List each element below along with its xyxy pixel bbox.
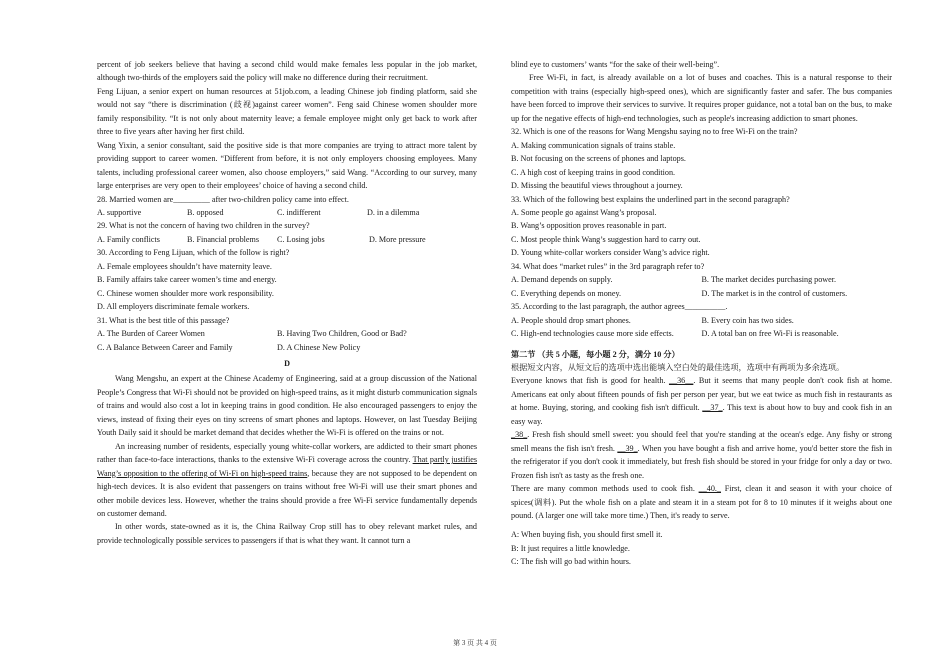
option: C. High-end technologies cause more side effects. (511, 329, 674, 339)
question-34-options-row1 (511, 273, 892, 286)
question-35-options-row2 (511, 327, 892, 340)
section-2-title: 第二节 （共 5 小题，每小题 2 分，满分 10 分） (511, 349, 680, 359)
section-d-title: D (284, 358, 290, 368)
passage-c-para-1: percent of job seekers believe that having a second child would make females less popular in the job market, although two-thirds of the employers said the policy will make no difference during their recruitment. (97, 60, 477, 83)
option: B. Having Two Children, Good or Bad? (277, 329, 407, 339)
option: C. Chinese women shoulder more work responsibility. (97, 288, 274, 298)
question-34: 34. What does “market rules” in the 3rd paragraph refer to? (511, 261, 705, 271)
question-28-options (97, 206, 477, 219)
option: B. Wang’s opposition proves reasonable in part. (511, 221, 667, 231)
option: D. All employers discriminate female workers. (97, 302, 250, 312)
option: D. A Chinese New Policy (277, 342, 361, 352)
option: A. Some people go against Wang’s proposal. (511, 207, 657, 217)
blank-39: __39_ (617, 443, 638, 453)
option: C. A high cost of keeping trains in good condition. (511, 167, 676, 177)
option: C. Most people think Wang’s suggestion hard to carry out. (511, 234, 701, 244)
cloze-para-2 (511, 428, 892, 482)
option: A. Making communication signals of trains stable. (511, 140, 676, 150)
question-28: 28. Married women are_________ after two-children policy came into effect. (97, 194, 349, 204)
option: B. Family affairs take career women’s time and energy. (97, 275, 277, 285)
cloze-text: There are many common methods used to cook fish. (511, 484, 699, 494)
passage-d-para-2-end: , because they are not supposed to be dependent on high-tech devices. It is also evident that passengers on trains without free Wi-Fi will use their smart phones and other mobile devices less. However, whether the trains should provide a free Wi-Fi service fundamentally depends on customer demand. (97, 468, 477, 518)
underlined-sentence: That partly justifies Wang’s opposition to the offering of Wi-Fi on high-speed trains (97, 455, 477, 478)
option: D. More pressure (369, 234, 426, 244)
cloze-text: . When you have bought a fish and arrive home, you'd better store the fish in the refrigerator if you don't cook it immediately, but fresh fish should be stored in your fridge for only a day or two. Frozen fish isn't as tasty as the fresh one. (511, 443, 892, 480)
cloze-text: . This text is about how to buy and cook fish in an easy way. (511, 403, 892, 426)
question-34-options-row2 (511, 287, 892, 300)
question-33: 33. Which of the following best explains the underlined part in the second paragraph? (511, 194, 790, 204)
left-column (97, 58, 477, 547)
question-35-options-row1 (511, 314, 892, 327)
option: C. indifferent (277, 207, 321, 217)
cloze-para-3 (511, 482, 892, 522)
option: C. Losing jobs (277, 234, 325, 244)
passage-d-para-1: Wang Mengshu, an expert at the Chinese Academy of Engineering, said at a group discussion of the National People’s Congress that Wi-Fi should not be provided on high-speed trains, as it might disturb communication signals of trains and would also cost a lot in keeping trains in good condition. He also encouraged passengers to enjoy the views, instead of fixing their eyes on tiny screens of smart phones and laptops. However, on last Tuesday Beijing Youth Daily said it should be market demand that decides whether the Wi-Fi is offered on the trains or not. (97, 374, 477, 438)
option: A. supportive (97, 207, 142, 217)
option: B. opposed (187, 207, 224, 217)
option: A. The Burden of Career Women (97, 329, 205, 339)
option: B. Financial problems (187, 234, 259, 244)
question-35: 35. According to the last paragraph, the author agrees__________. (511, 302, 728, 312)
cloze-para-1 (511, 374, 892, 428)
question-31-options-row2 (97, 341, 477, 354)
question-29-options (97, 233, 477, 246)
blank-36: __36__ (668, 376, 694, 386)
passage-d-para-3: In other words, state-owned as it is, the China Railway Crop still has to obey relevant market rules, and provide technologically possible services to passengers if that is what they want. It cannot turn a (97, 522, 477, 545)
cloze-text: Everyone knows that fish is good for health. (511, 376, 669, 386)
passage-d-para-4: Free Wi-Fi, in fact, is already available on a lot of buses and coaches. This is a natural response to their competition with trains (especially high-speed ones), which are significantly faster and safer. The bus companies have been forced to improve their services to survive. It requires proper guidance, not a total ban on the bus, to make up for the negative effects of high-end technologies, such as people's increasing addiction to smart phones. (511, 73, 892, 123)
passage-d-continuation: blind eye to customers’ wants “for the sake of their well-being”. (511, 60, 720, 69)
option: C. Everything depends on money. (511, 288, 622, 298)
option: A. Female employees shouldn’t have maternity leave. (97, 261, 272, 271)
option: A. People should drop smart phones. (511, 315, 631, 325)
blank-38: _38_ (511, 430, 528, 440)
cloze-option-b: B: It just requires a little knowledge. (511, 543, 630, 553)
page-footer: 第 3 页 共 4 页 (453, 639, 497, 647)
option: B. Not focusing on the screens of phones and laptops. (511, 154, 686, 164)
option: A. Demand depends on supply. (511, 275, 613, 285)
option: D. The market is in the control of customers. (701, 288, 848, 298)
option: D. in a dilemma (367, 207, 420, 217)
question-30: 30. According to Feng Lijuan, which of the follow is right? (97, 248, 290, 258)
option: D. A total ban on free Wi-Fi is reasonable. (701, 329, 839, 339)
cloze-text: . But it seems that many people don't cook fish at home. Americans eat only about fifteen pounds of fish per person per year, but we eat twice as much fish in restaurants as at home. Buying, storing, and cooking fish isn't difficult. (511, 376, 893, 413)
cloze-option-a: A: When buying fish, you should first smell it. (511, 530, 663, 540)
passage-d-para-2 (97, 440, 477, 521)
question-31-options-row1 (97, 327, 477, 340)
passage-c-para-2: Feng Lijuan, a senior expert on human resources at 51job.com, a leading Chinese job finding platform, said she would not say “there is discrimination (歧视)against career women”. Feng said Chinese women shoulder more family responsibility. “It is not only about maternity leave; a female employee might only get back to work after three to five years after having her first child. (97, 86, 477, 137)
section-2-instructions: 根据短文内容，从短文后的选项中选出能填入空白处的最佳选项，选项中有两项为多余选项。 (511, 362, 845, 372)
option: D. Young white-collar workers consider Wang’s advice right. (511, 248, 710, 258)
blank-40: __40._ (698, 484, 721, 494)
blank-37: __37_ (702, 403, 723, 413)
question-32: 32. Which is one of the reasons for Wang Mengshu saying no to free Wi-Fi on the train? (511, 127, 798, 137)
passage-d-para-2-start: An increasing number of residents, especially young white-collar workers, are addicted to their smart phones rather than face-to-face interactions, thanks to the extensive Wi-Fi coverage across the country. (97, 441, 477, 465)
passage-c-para-3: Wang Yixin, a senior consultant, said the positive side is that more companies are trying to attract more talent by providing support to career women. “Different from before, it is not only employers choosing employees. Many talents, including professional career women, also choose employers,” said Wang. “According to our survey, many large enterprises are very open to their employees’ choice of having a second child. (97, 140, 477, 191)
right-column (511, 58, 892, 569)
cloze-text: . Fresh fish should smell sweet: you should feel that you're standing at the ocean's edge. Any fishy or strong smell means the fish isn't fresh. (511, 430, 892, 453)
question-31: 31. What is the best title of this passage? (97, 315, 230, 325)
option: B. The market decides purchasing power. (701, 275, 837, 285)
option: D. Missing the beautiful views throughout a journey. (511, 181, 683, 191)
cloze-text: First, clean it and season it with your choice of spices(调料). Put the whole fish on a plate and steam it in a steam pot for 8 to 10 minutes if it weighs about one pound. (A larger one will take more time.) Then, it's ready to serve. (511, 484, 892, 520)
option: B. Every coin has two sides. (701, 315, 794, 325)
option: C. A Balance Between Career and Family (97, 342, 233, 352)
question-29: 29. What is not the concern of having two children in the survey? (97, 221, 310, 231)
cloze-option-c: C: The fish will go bad within hours. (511, 557, 631, 567)
option: A. Family conflicts (97, 234, 160, 244)
